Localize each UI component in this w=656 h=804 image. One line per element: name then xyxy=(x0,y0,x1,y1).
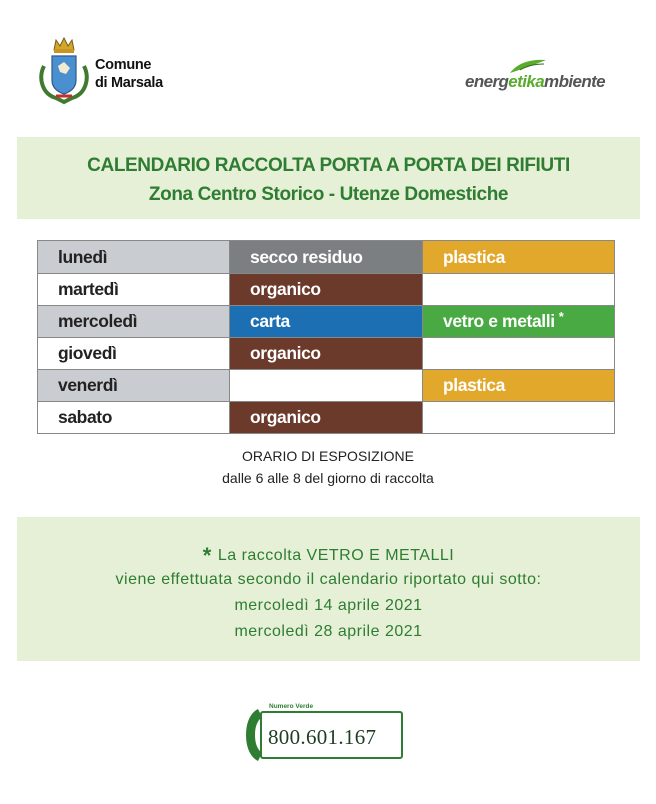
collection-cell-a: organico xyxy=(230,274,423,305)
orario-hours: dalle 6 alle 8 del giorno di raccolta xyxy=(222,470,434,486)
brand-part-1: energ xyxy=(465,72,509,91)
schedule-row xyxy=(38,401,614,433)
collection-cell-a: carta xyxy=(230,306,423,337)
collection-cell-b xyxy=(423,338,614,369)
collection-cell-a: organico xyxy=(230,402,423,433)
collection-cell-b xyxy=(423,402,614,433)
phone-number: 800.601.167 xyxy=(268,725,377,749)
header xyxy=(0,0,656,120)
note-line-1-text: La raccolta VETRO E METALLI xyxy=(217,547,455,564)
collection-label: vetro e metalli xyxy=(443,311,555,331)
brand-logo xyxy=(462,58,622,96)
schedule-row xyxy=(38,273,614,305)
day-cell: lunedì xyxy=(38,241,230,273)
calendar-title: CALENDARIO RACCOLTA PORTA A PORTA DEI RIFIUTI xyxy=(87,155,570,176)
collection-cell-b xyxy=(423,274,614,305)
toll-free-number xyxy=(244,703,406,763)
glass-metal-note xyxy=(17,517,640,661)
brand-wordmark xyxy=(465,72,605,92)
schedule-row xyxy=(38,337,614,369)
schedule-row xyxy=(38,369,614,401)
schedule-row xyxy=(38,241,614,273)
day-cell: mercoledì xyxy=(38,306,230,337)
comune-crest-icon xyxy=(36,36,92,104)
brand-part-2: etika xyxy=(508,72,545,91)
orario-title: ORARIO DI ESPOSIZIONE xyxy=(242,448,414,464)
collection-cell-b xyxy=(423,241,614,273)
calendar-subtitle: Zona Centro Storico - Utenze Domestiche xyxy=(148,184,509,205)
day-cell: sabato xyxy=(38,402,230,433)
collection-cell-a xyxy=(230,370,423,401)
collection-cell-b xyxy=(423,306,614,337)
day-cell: martedì xyxy=(38,274,230,305)
day-cell: venerdì xyxy=(38,370,230,401)
brand-part-3: mbiente xyxy=(544,72,606,91)
comune-line-2: di Marsala xyxy=(95,75,163,91)
collection-cell-a: organico xyxy=(230,338,423,369)
note-date-1: mercoledì 14 aprile 2021 xyxy=(234,597,423,614)
phone-label: Numero Verde xyxy=(266,703,316,710)
note-date-2: mercoledì 28 aprile 2021 xyxy=(234,623,423,640)
collection-cell-a: secco residuo xyxy=(230,241,423,273)
schedule-row xyxy=(38,305,614,337)
collection-cell-b xyxy=(423,370,614,401)
schedule-table xyxy=(37,240,615,434)
collection-label: plastica xyxy=(443,246,505,267)
note-line-1 xyxy=(17,543,640,569)
comune-line-1: Comune xyxy=(95,57,152,73)
asterisk-mark: * xyxy=(558,309,564,324)
orario-esposizione xyxy=(0,445,656,489)
collection-label: plastica xyxy=(443,375,505,395)
day-cell: giovedì xyxy=(38,338,230,369)
comune-name xyxy=(95,56,163,92)
asterisk-mark: * xyxy=(202,543,212,568)
title-box xyxy=(17,137,640,219)
note-line-2: viene effettuata secondo il calendario riportato qui sotto: xyxy=(115,571,542,588)
